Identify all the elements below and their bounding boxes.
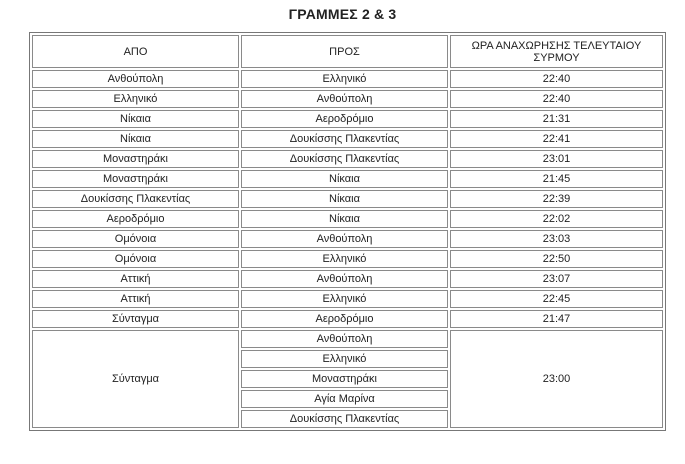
cell-to: Μοναστηράκι	[241, 370, 448, 388]
cell-time: 21:31	[450, 110, 663, 128]
cell-to: Δουκίσσης Πλακεντίας	[241, 130, 448, 148]
cell-time: 22:02	[450, 210, 663, 228]
table-row-group	[32, 330, 663, 348]
cell-to: Δουκίσσης Πλακεντίας	[241, 150, 448, 168]
table-row	[32, 210, 663, 228]
cell-from: Μοναστηράκι	[32, 170, 239, 188]
cell-time: 22:41	[450, 130, 663, 148]
cell-time: 22:50	[450, 250, 663, 268]
timetable	[29, 32, 666, 431]
cell-to: Ελληνικό	[241, 70, 448, 88]
cell-to: Αεροδρόμιο	[241, 110, 448, 128]
cell-time: 21:47	[450, 310, 663, 328]
table-row	[32, 90, 663, 108]
table-row	[32, 250, 663, 268]
table-row	[32, 230, 663, 248]
cell-to: Δουκίσσης Πλακεντίας	[241, 410, 448, 428]
cell-time: 22:39	[450, 190, 663, 208]
cell-from-group: Σύνταγμα	[32, 330, 239, 428]
table-row	[32, 130, 663, 148]
table-row	[32, 70, 663, 88]
cell-from: Αεροδρόμιο	[32, 210, 239, 228]
cell-to: Νίκαια	[241, 190, 448, 208]
cell-from: Ανθούπολη	[32, 70, 239, 88]
header-from: ΑΠΟ	[32, 35, 239, 68]
header-row	[32, 35, 663, 68]
cell-from: Αττική	[32, 290, 239, 308]
cell-to: Ανθούπολη	[241, 270, 448, 288]
cell-from: Δουκίσσης Πλακεντίας	[32, 190, 239, 208]
table-row	[32, 170, 663, 188]
cell-time: 22:40	[450, 90, 663, 108]
cell-time: 23:01	[450, 150, 663, 168]
cell-from: Αττική	[32, 270, 239, 288]
cell-to: Ανθούπολη	[241, 230, 448, 248]
cell-from: Νίκαια	[32, 110, 239, 128]
cell-to: Νίκαια	[241, 170, 448, 188]
cell-time: 22:45	[450, 290, 663, 308]
cell-time-group: 23:00	[450, 330, 663, 428]
cell-to: Αγία Μαρίνα	[241, 390, 448, 408]
cell-to: Ανθούπολη	[241, 330, 448, 348]
cell-to: Νίκαια	[241, 210, 448, 228]
cell-time: 23:03	[450, 230, 663, 248]
header-departure-time: ΩΡΑ ΑΝΑΧΩΡΗΣΗΣ ΤΕΛΕΥΤΑΙΟΥ ΣΥΡΜΟΥ	[450, 35, 663, 68]
cell-time: 21:45	[450, 170, 663, 188]
cell-from: Ομόνοια	[32, 250, 239, 268]
table-row	[32, 150, 663, 168]
cell-to: Ελληνικό	[241, 350, 448, 368]
cell-to: Ελληνικό	[241, 290, 448, 308]
table-row	[32, 270, 663, 288]
table-row	[32, 190, 663, 208]
cell-from: Ελληνικό	[32, 90, 239, 108]
cell-to: Αεροδρόμιο	[241, 310, 448, 328]
cell-from: Νίκαια	[32, 130, 239, 148]
cell-from: Ομόνοια	[32, 230, 239, 248]
cell-time: 22:40	[450, 70, 663, 88]
table-row	[32, 310, 663, 328]
header-to: ΠΡΟΣ	[241, 35, 448, 68]
cell-to: Ελληνικό	[241, 250, 448, 268]
cell-to: Ανθούπολη	[241, 90, 448, 108]
page-title: ΓΡΑΜΜΕΣ 2 & 3	[288, 6, 397, 22]
cell-from: Σύνταγμα	[32, 310, 239, 328]
cell-from: Μοναστηράκι	[32, 150, 239, 168]
cell-time: 23:07	[450, 270, 663, 288]
table-row	[32, 290, 663, 308]
table-row	[32, 110, 663, 128]
